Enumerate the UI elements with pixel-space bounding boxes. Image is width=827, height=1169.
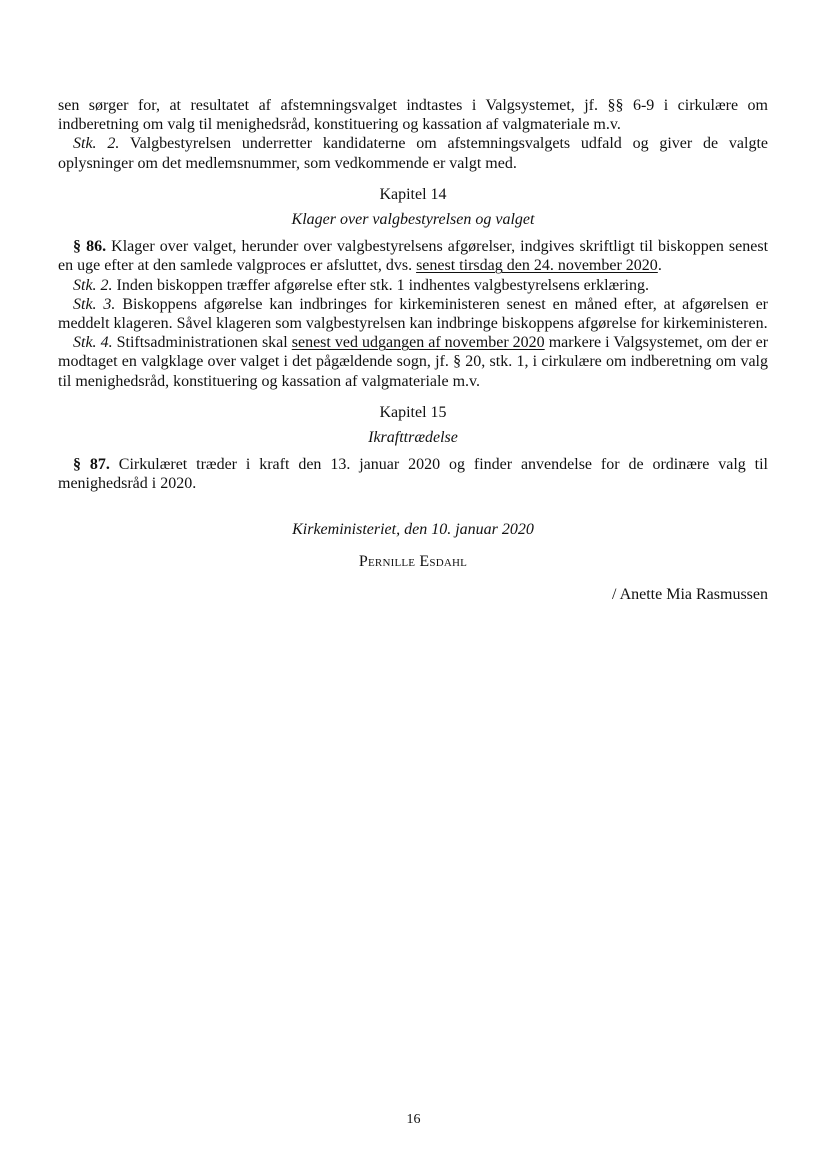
signature-block [58, 520, 768, 605]
stk-label: Stk. 4. [73, 334, 113, 352]
section-86-text: Klager over valget, herunder over valgbestyrelsens afgørelser, indgives skriftligt til biskoppen senest en uge efter at den samlede valgproces er afsluttet, dvs. [58, 238, 769, 275]
stk-text: Stiftsadministrationen skal [112, 334, 292, 352]
page-number: 16 [406, 1112, 421, 1127]
section-86-mark: § 86. [73, 238, 107, 256]
section-86-stk2-paragraph [58, 276, 768, 295]
place-date: Kirkeministeriet, den 10. januar 2020 [292, 520, 534, 538]
chapter-15-title: Ikrafttrædelse [368, 429, 458, 447]
chapter-14-number: Kapitel 14 [379, 185, 447, 203]
document-page [58, 96, 768, 604]
stk-text: Valgbestyrelsen underretter kandidaterne om afstemningsvalgets udfald og giver de valgte oplysninger om det medlemsnummer, som vedkommende er valgt med. [58, 135, 768, 172]
section-86-stk4-paragraph [58, 333, 768, 391]
stk4-deadline: senest ved udgangen af november 2020 [291, 334, 545, 352]
intro-paragraph-text: sen sørger for, at resultatet af afstemningsvalget indtastes i Valgsystemet, jf. §§ 6-9 i cirkulære om indberetning om valg til menighedsråd, konstituering og kassation af valgmateriale m.v. [58, 97, 768, 134]
chapter-14-title: Klager over valgbestyrelsen og valget [291, 211, 535, 229]
section-86-paragraph [58, 237, 768, 275]
chapter-15-number: Kapitel 15 [379, 403, 447, 421]
section-87-mark: § 87. [73, 456, 110, 474]
stk-label: Stk. 3. [73, 295, 116, 313]
section-86-end: . [657, 257, 662, 275]
stk-text: Inden biskoppen træffer afgørelse efter stk. 1 indhentes valgbestyrelsens erklæring. [112, 276, 649, 294]
intro-stk2-paragraph [58, 134, 768, 172]
section-87-text: Cirkulæret træder i kraft den 13. januar 2020 og finder anvendelse for de ordinære valg til menighedsråd i 2020. [58, 456, 769, 493]
stk-text: markere i Valgsystemet, om der er modtaget en valgklage over valget i det pågældende sogn, jf. § 20, stk. 1, i cirkulære om indberetning om valg til menighedsråd, konstituering og kassation af valgmateriale m.v. [58, 334, 769, 390]
section-86-stk3-paragraph [58, 295, 768, 333]
section-86-deadline: senest tirsdag den 24. november 2020 [416, 257, 658, 275]
minister-name: Pernille Esdahl [358, 552, 468, 570]
stk-text: Biskoppens afgørelse kan indbringes for kirkeministeren senest en måned efter, at afgørelsen er meddelt klageren. Såvel klageren som valgbestyrelsen kan indbringe biskoppens afgørelse for kirkeministeren. [58, 295, 769, 333]
intro-paragraph [58, 96, 768, 134]
stk-label: Stk. 2. [73, 135, 120, 153]
stk-label: Stk. 2. [73, 276, 113, 294]
section-87-paragraph [58, 455, 768, 493]
official-name: / Anette Mia Rasmussen [612, 586, 768, 604]
